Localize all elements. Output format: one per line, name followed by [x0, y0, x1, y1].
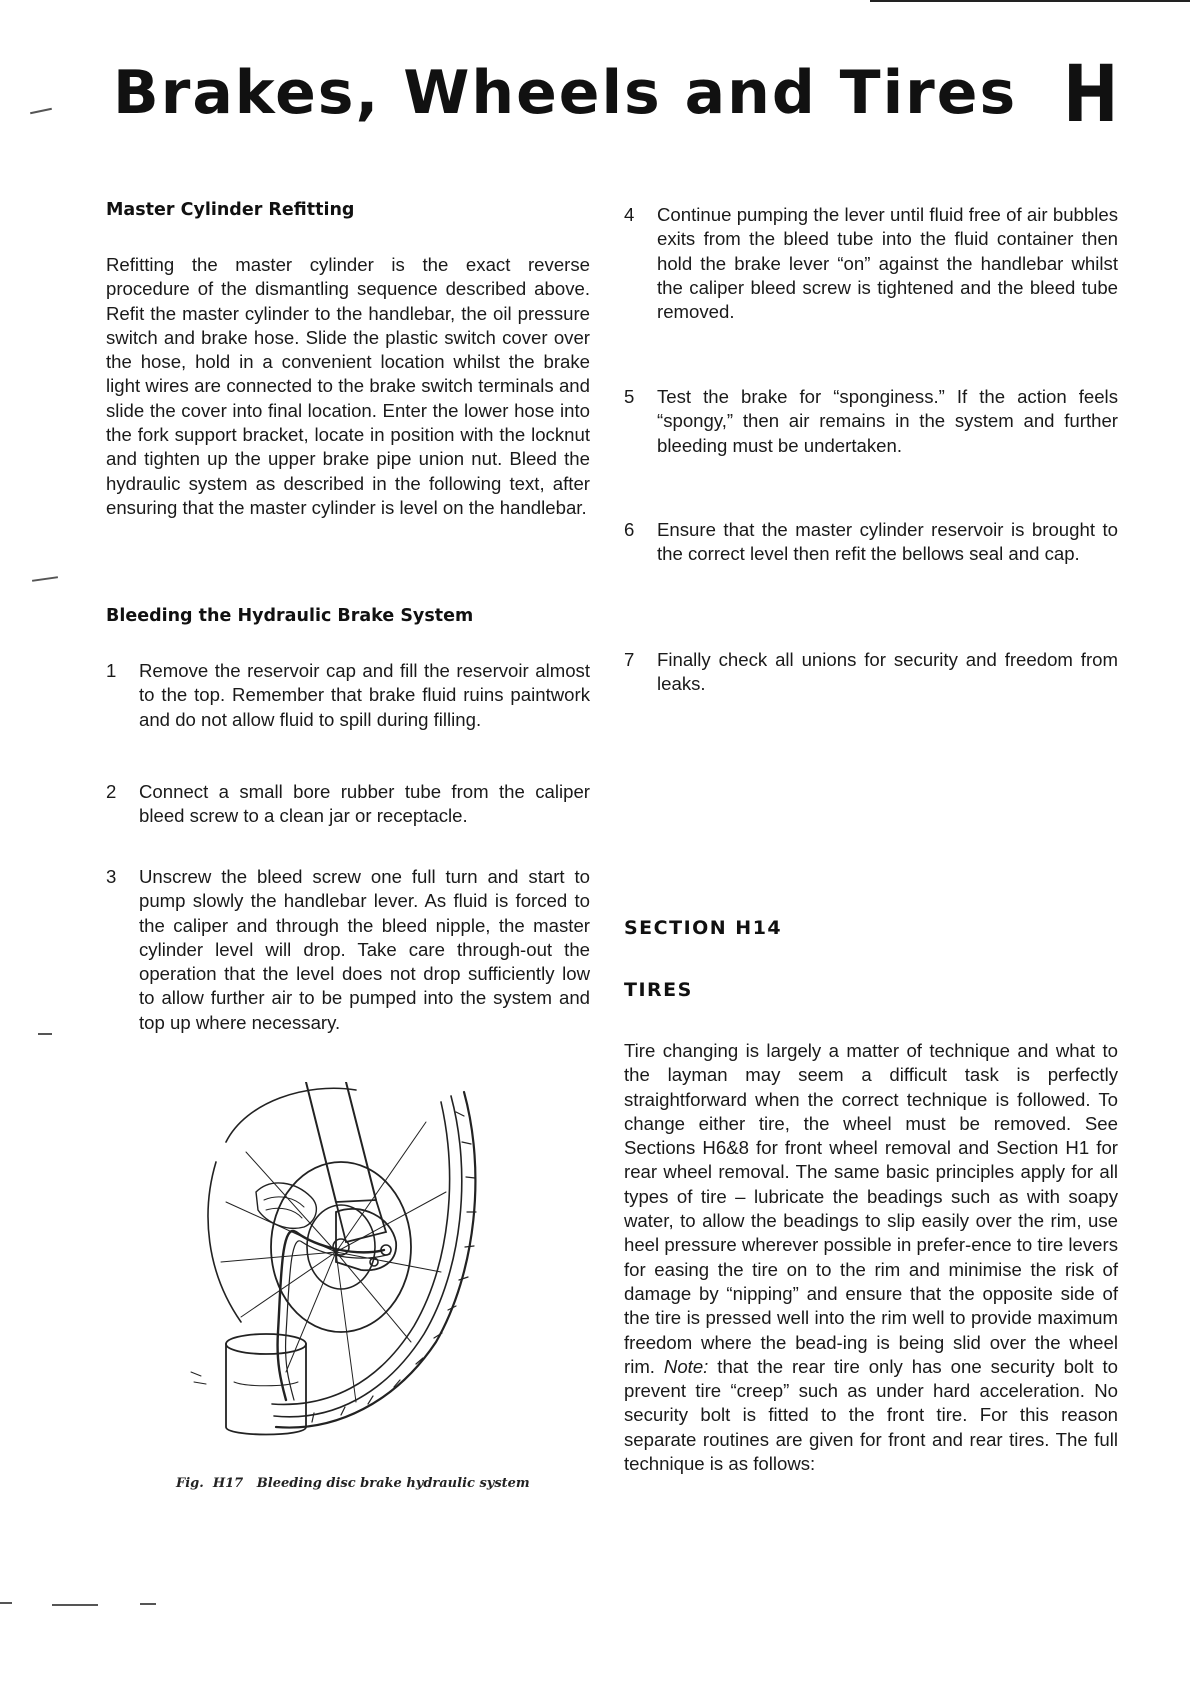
section-h14-heading: SECTION H14	[624, 917, 783, 939]
master-cylinder-heading: Master Cylinder Refitting	[106, 200, 355, 220]
brake-bleeding-illustration	[186, 1082, 486, 1452]
scan-mark	[38, 1033, 52, 1035]
scan-mark	[32, 576, 58, 582]
step-number: 7	[624, 649, 635, 670]
bleed-step-3	[106, 865, 590, 1035]
step-text: Unscrew the bleed screw one full turn and start to pump slowly the handlebar lever. As fluid is forced to the caliper and through the bleed nipple, the master cylinder level will drop. Take care through-out the operation that the level does not drop sufficiently low to allow further air to be pumped into the system and top up where necessary.	[139, 866, 590, 1033]
note-label: Note:	[663, 1355, 709, 1377]
scan-mark	[30, 108, 52, 115]
tires-body-part-2: that the rear tire only has one security bolt to prevent tire “creep” such as under hard acceleration. No security bolt is fitted to the front tire. For this reason separate routines are given for front and rear tires. The full technique is as follows:	[624, 1355, 1118, 1475]
bleed-step-1	[106, 659, 590, 732]
bleed-step-5	[624, 385, 1118, 458]
section-letter: H	[1063, 50, 1119, 140]
step-number: 2	[106, 781, 117, 802]
step-text: Finally check all unions for security and freedom from leaks.	[657, 649, 1118, 695]
step-text: Connect a small bore rubber tube from the caliper bleed screw to a clean jar or receptacle.	[139, 781, 590, 827]
step-number: 5	[624, 386, 635, 407]
bleed-step-6	[624, 518, 1118, 567]
top-rule	[870, 0, 1190, 2]
figure-caption-text: Bleeding disc brake hydraulic system	[256, 1476, 530, 1491]
step-text: Ensure that the master cylinder reservoir is brought to the correct level then refit the bellows seal and cap.	[657, 519, 1118, 565]
step-number: 3	[106, 866, 117, 887]
bleed-step-7	[624, 648, 1118, 697]
step-number: 6	[624, 519, 635, 540]
scan-mark	[140, 1603, 156, 1605]
step-number: 1	[106, 660, 117, 681]
step-text: Continue pumping the lever until fluid free of air bubbles exits from the bleed tube into the fluid container then hold the brake lever “on” against the handlebar whilst the caliper bleed screw is tightened and the bleed tube removed.	[657, 204, 1118, 323]
scan-mark	[52, 1604, 98, 1606]
bleed-step-2	[106, 780, 590, 829]
tires-body	[624, 1039, 1118, 1476]
bleeding-heading: Bleeding the Hydraulic Brake System	[106, 606, 474, 626]
figure-caption	[176, 1476, 530, 1491]
figure-label: Fig. H17	[176, 1476, 244, 1491]
master-cylinder-body: Refitting the master cylinder is the exact reverse procedure of the dismantling sequence described above. Refit the master cylinder to the handlebar, the oil pressure switch and brake hose. Slide the plastic switch cover over the hose, hold in a convenient location whilst the brake light wires are connected to the brake switch terminals and slide the cover into final location. Enter the lower hose into the fork support bracket, locate in position with the locknut and tighten up the upper brake pipe union nut. Bleed the hydraulic system as described in the following text, after ensuring that the master cylinder is level on the handlebar.	[106, 254, 590, 518]
step-text: Remove the reservoir cap and fill the reservoir almost to the top. Remember that brake fluid ruins paintwork and do not allow fluid to spill during filling.	[139, 660, 590, 730]
page-title: Brakes, Wheels and Tires	[113, 58, 1018, 128]
tires-body-part-1: Tire changing is largely a matter of technique and what to the layman may seem a difficult task is perfectly straightforward when the correct technique is followed. To change either tire, the wheel must be removed. See Sections H6&8 for front wheel removal and Section H1 for rear wheel removal. The same basic principles apply for all types of tire – lubricate the beadings such as with soapy water, to allow the beadings to slip easily over the rim, use heel pressure wherever possible in prefer-ence to tire levers for easing the tire on to the rim and minimise the risk of damage by “nipping” and ensure that the opposite side of the tire is pressed well into the rim well to provide maximum freedom where the bead-ing is being slid over the wheel rim.	[624, 1040, 1119, 1377]
step-text: Test the brake for “sponginess.” If the action feels “spongy,” then air remains in the system and further bleeding must be undertaken.	[657, 386, 1118, 456]
bleed-step-4	[624, 203, 1118, 324]
scan-mark	[0, 1602, 12, 1604]
step-number: 4	[624, 204, 635, 225]
tires-heading: TIRES	[624, 979, 693, 1001]
